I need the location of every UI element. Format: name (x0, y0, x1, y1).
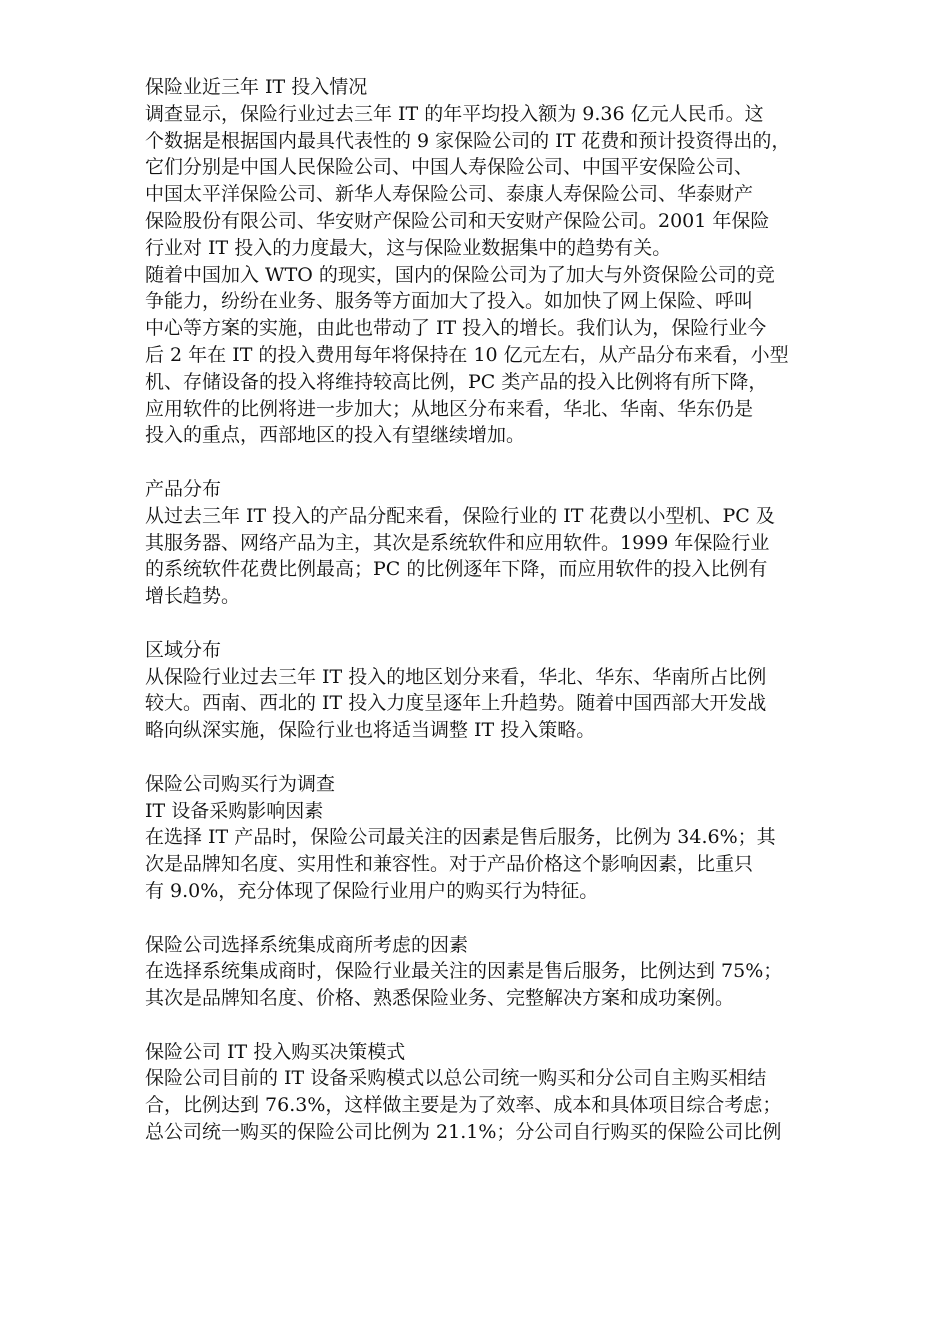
paragraph-line: 投入的重点，西部地区的投入有望继续增加。 (145, 424, 526, 447)
blank-line (145, 449, 885, 476)
paragraph-line: 中心等方案的实施，由此也带动了 IT 投入的增长。我们认为，保险行业今 (145, 317, 767, 340)
paragraph-line: 应用软件的比例将进一步加大；从地区分布来看，华北、华南、华东仍是 (145, 397, 754, 420)
section-heading: 保险公司 IT 投入购买决策模式 (145, 1040, 406, 1063)
section-subheading: IT 设备采购影响因素 (145, 799, 324, 822)
paragraph-line: 次是品牌知名度、实用性和兼容性。对于产品价格这个影响因素，比重只 (145, 853, 754, 876)
document-page (145, 74, 885, 1146)
paragraph-line: 机、存储设备的投入将维持较高比例，PC 类产品的投入比例将有所下降， (145, 370, 768, 393)
paragraph-line: 个数据是根据国内最具代表性的 9 家保险公司的 IT 花费和预计投资得出的， (145, 129, 791, 152)
paragraph-line: 它们分别是中国人民保险公司、中国人寿保险公司、中国平安保险公司、 (145, 156, 754, 179)
paragraph-line: 增长趋势。 (145, 585, 241, 608)
paragraph-line: 从过去三年 IT 投入的产品分配来看，保险行业的 IT 花费以小型机、PC 及 (145, 504, 775, 527)
paragraph-line: 中国太平洋保险公司、新华人寿保险公司、泰康人寿保险公司、华泰财产 (145, 183, 754, 206)
paragraph-line: 争能力，纷纷在业务、服务等方面加大了投入。如加快了网上保险、呼叫 (145, 290, 754, 313)
paragraph-line: 从保险行业过去三年 IT 投入的地区划分来看，华北、华东、华南所占比例 (145, 665, 767, 688)
blank-line (145, 905, 885, 932)
section-heading: 区域分布 (145, 638, 222, 661)
paragraph-line: 行业对 IT 投入的力度最大，这与保险业数据集中的趋势有关。 (145, 236, 672, 259)
paragraph-line: 较大。西南、西北的 IT 投入力度呈逐年上升趋势。随着中国西部大开发战 (145, 692, 767, 715)
paragraph-line: 合，比例达到 76.3%，这样做主要是为了效率、成本和具体项目综合考虑； (145, 1094, 782, 1117)
paragraph-line: 其服务器、网络产品为主，其次是系统软件和应用软件。1999 年保险行业 (145, 531, 770, 554)
paragraph-line: 总公司统一购买的保险公司比例为 21.1%；分公司自行购买的保险公司比例 (145, 1121, 782, 1144)
blank-line (145, 610, 885, 637)
paragraph-line: 有 9.0%，充分体现了保险行业用户的购买行为特征。 (145, 879, 599, 902)
paragraph-line: 保险股份有限公司、华安财产保险公司和天安财产保险公司。2001 年保险 (145, 209, 770, 232)
section-heading: 保险公司选择系统集成商所考虑的因素 (145, 933, 469, 956)
paragraph-line: 略向纵深实施，保险行业也将适当调整 IT 投入策略。 (145, 719, 596, 742)
paragraph-line: 保险公司目前的 IT 设备采购模式以总公司统一购买和分公司自主购买相结 (145, 1067, 767, 1090)
section-heading: 产品分布 (145, 477, 222, 500)
blank-line (145, 1012, 885, 1039)
paragraph-line: 在选择 IT 产品时，保险公司最关注的因素是售后服务，比例为 34.6%；其 (145, 826, 776, 849)
paragraph-line: 调查显示，保险行业过去三年 IT 的年平均投入额为 9.36 亿元人民币。这 (145, 102, 764, 125)
paragraph-line: 的系统软件花费比例最高；PC 的比例逐年下降，而应用软件的投入比例有 (145, 558, 768, 581)
paragraph-line: 其次是品牌知名度、价格、熟悉保险业务、完整解决方案和成功案例。 (145, 987, 735, 1010)
paragraph-line: 后 2 年在 IT 的投入费用每年将保持在 10 亿元左右，从产品分布来看，小型 (145, 343, 789, 366)
paragraph-line: 随着中国加入 WTO 的现实，国内的保险公司为了加大与外资保险公司的竞 (145, 263, 775, 286)
section-heading: 保险业近三年 IT 投入情况 (145, 76, 368, 98)
blank-line (145, 744, 885, 771)
paragraph-line: 在选择系统集成商时，保险行业最关注的因素是售后服务，比例达到 75%； (145, 960, 783, 983)
section-heading: 保险公司购买行为调查 (145, 772, 336, 795)
